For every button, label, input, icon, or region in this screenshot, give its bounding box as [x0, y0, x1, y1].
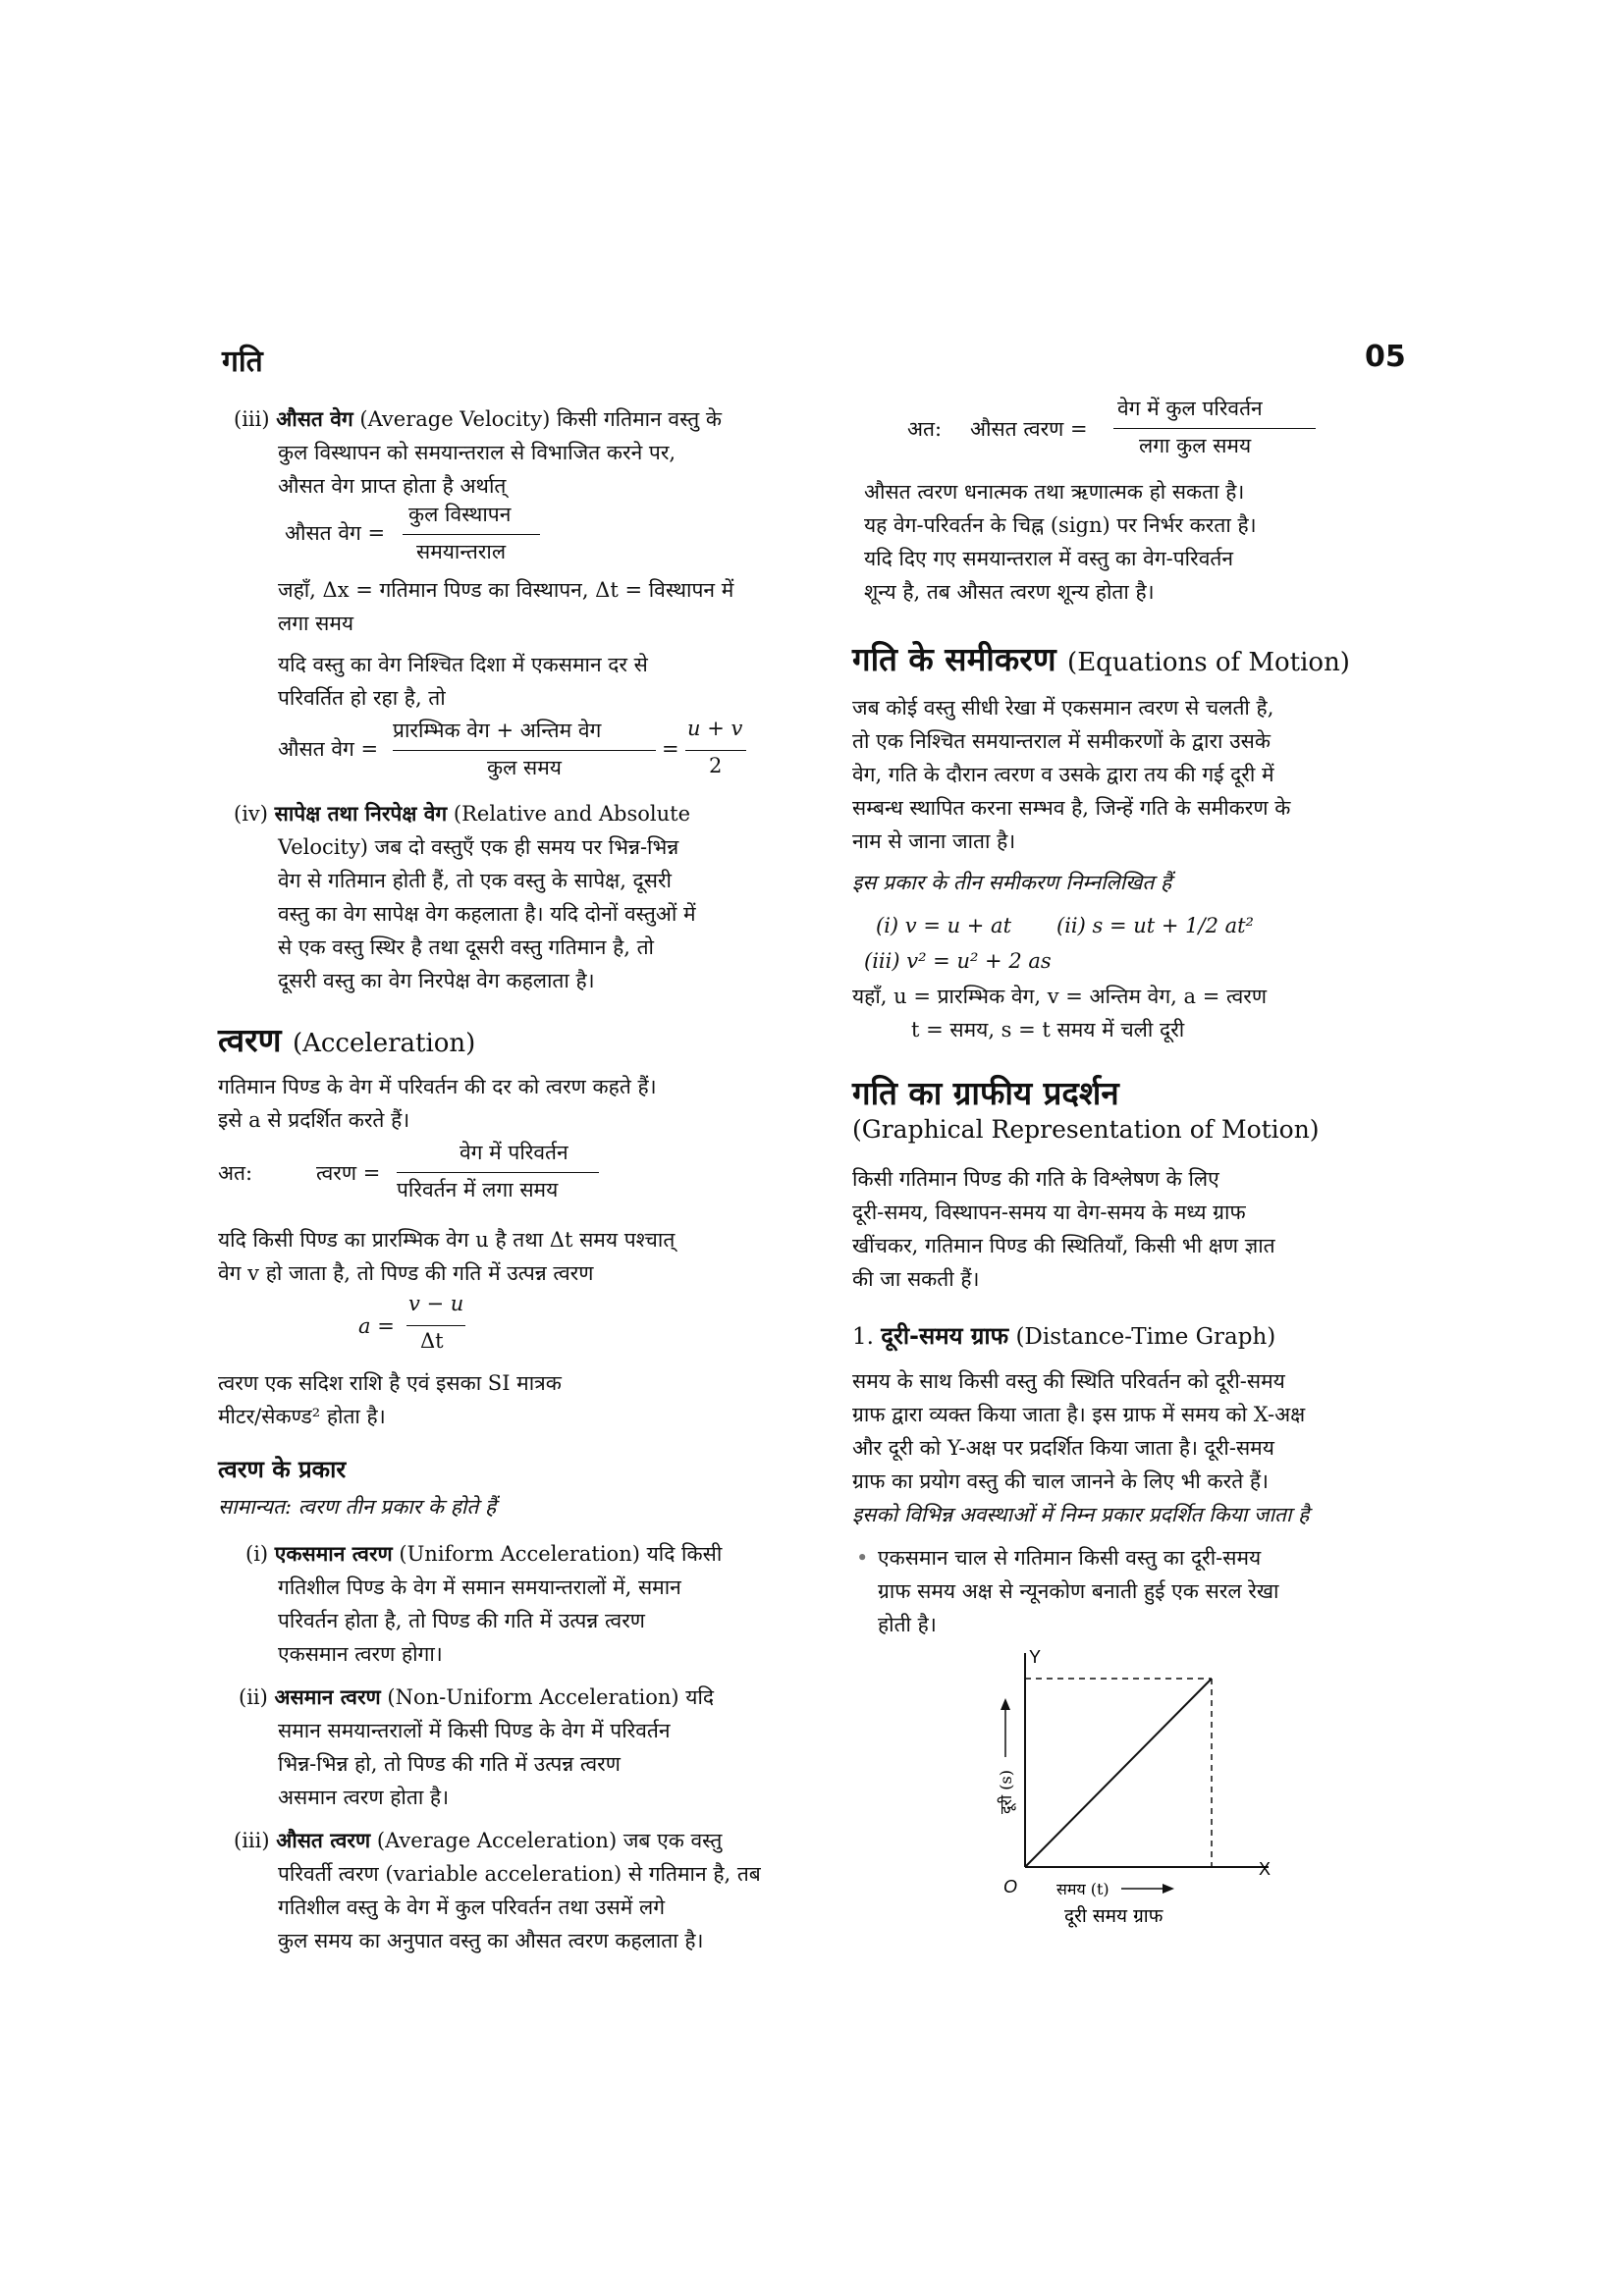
text-line: एकसमान चाल से गतिमान किसी वस्तु का दूरी-समय: [878, 1546, 1262, 1570]
text-line: एकसमान त्वरण होगा।: [278, 1642, 443, 1666]
distance-time-line: [1025, 1679, 1212, 1867]
text-line: वेग से गतिमान होती हैं, तो एक वस्तु के सापेक्ष, दूसरी: [278, 869, 672, 892]
numerator: v − u: [408, 1292, 464, 1315]
text-line: गतिमान पिण्ड के वेग में परिवर्तन की दर को त्वरण कहते हैं।: [218, 1075, 657, 1098]
term-english: (Non-Uniform Acceleration): [387, 1685, 679, 1709]
figure-caption: दूरी समय ग्राफ: [1064, 1905, 1163, 1927]
denominator: समयान्तराल: [416, 540, 507, 563]
section-heading-graphical-english: (Graphical Representation of Motion): [852, 1115, 1320, 1144]
text-line: इसे a से प्रदर्शित करते हैं।: [218, 1108, 410, 1132]
text-line: Velocity) जब दो वस्तुएँ एक ही समय पर भिन्न-भिन्न: [278, 835, 679, 859]
text: जब एक वस्तु: [622, 1829, 723, 1852]
text-line: त्वरण एक सदिश राशि है एवं इसका SI मात्रक: [218, 1371, 562, 1395]
text-line: समय के साथ किसी वस्तु की स्थिति परिवर्तन को दूरी-समय: [852, 1369, 1285, 1393]
text-line: सामान्यत: त्वरण तीन प्रकार के होते हैं: [218, 1495, 497, 1519]
numerator: प्रारम्भिक वेग + अन्तिम वेग: [393, 719, 602, 742]
item-label: (iii): [234, 407, 270, 431]
x-quantity-label: समय (t): [1056, 1880, 1109, 1898]
text-line: ग्राफ का प्रयोग वस्तु की चाल जानने के लिए भी करते हैं।: [852, 1469, 1270, 1493]
formula-lhs: औसत वेग =: [285, 521, 386, 545]
text: यदि: [685, 1685, 715, 1709]
text-line: यदि वस्तु का वेग निश्चित दिशा में एकसमान दर से: [278, 653, 648, 676]
formula-prefix: अत:: [907, 417, 943, 441]
text-line: परिवर्तित हो रहा है, तो: [278, 686, 446, 710]
term-english: (Uniform Acceleration): [399, 1542, 640, 1566]
text-line: जहाँ, Δx = गतिमान पिण्ड का विस्थापन, Δt = विस्थापन में: [278, 578, 734, 602]
formula-lhs: औसत वेग =: [278, 737, 379, 761]
text-line: होती है।: [878, 1613, 937, 1636]
denominator: 2: [709, 754, 723, 777]
fraction-bar: [397, 1172, 599, 1173]
y-quantity-label: दूरी (s): [997, 1770, 1015, 1814]
text: यदि किसी: [646, 1542, 723, 1566]
text-line: असमान त्वरण होता है।: [278, 1786, 450, 1809]
non-uniform-acceleration-paragraph: [239, 1681, 714, 1714]
section-heading-graphical: गति का ग्राफीय प्रदर्शन: [852, 1074, 1119, 1112]
formula-lhs: औसत त्वरण =: [970, 417, 1088, 441]
y-arrow-head: [1001, 1698, 1010, 1710]
text-line: दूरी-समय, विस्थापन-समय या वेग-समय के मध्य ग्राफ: [852, 1201, 1246, 1224]
text-line: इस प्रकार के तीन समीकरण निम्नलिखित हैं: [852, 871, 1172, 894]
text-line: यदि दिए गए समयान्तराल में वस्तु का वेग-परिवर्तन: [864, 547, 1234, 570]
formula-lhs: a =: [358, 1314, 395, 1338]
text: किसी गतिमान वस्तु के: [556, 407, 723, 431]
subheading-distance-time: [852, 1319, 1275, 1352]
text-line: परिवर्ती त्वरण (variable acceleration) से गतिमान है, तब: [278, 1862, 761, 1886]
numerator: वेग में परिवर्तन: [460, 1141, 568, 1164]
section-heading-acceleration: [218, 1017, 475, 1061]
item-label: (iv): [234, 802, 268, 826]
text-line: औसत वेग प्राप्त होता है अर्थात्: [278, 474, 507, 498]
equals-sign: =: [662, 737, 679, 761]
text-line: यह वेग-परिवर्तन के चिह्न (sign) पर निर्भर करता है।: [864, 513, 1257, 537]
y-axis-label: Y: [1029, 1647, 1042, 1667]
text-line: गतिशील वस्तु के वेग में कुल परिवर्तन तथा उसमें लगे: [278, 1896, 666, 1919]
term: औसत त्वरण: [276, 1828, 371, 1852]
uniform-acceleration-paragraph: [245, 1537, 722, 1571]
average-acceleration-paragraph: [234, 1824, 722, 1857]
heading-english: (Acceleration): [292, 1029, 476, 1058]
text-line: सम्बन्ध स्थापित करना सम्भव है, जिन्हें गति के समीकरण के: [852, 796, 1291, 820]
denominator: Δt: [420, 1329, 444, 1353]
text-line: किसी गतिमान पिण्ड की गति के विश्लेषण के लिए: [852, 1167, 1219, 1191]
subheading-hindi: दूरी-समय ग्राफ: [881, 1322, 1009, 1350]
text-line: से एक वस्तु स्थिर है तथा दूसरी वस्तु गतिमान है, तो: [278, 935, 654, 959]
term: औसत वेग: [276, 406, 353, 431]
denominator: परिवर्तन में लगा समय: [397, 1178, 559, 1201]
heading-english: (Equations of Motion): [1067, 648, 1350, 677]
text-line: इसको विभिन्न अवस्थाओं में निम्न प्रकार प्रदर्शित किया जाता है: [852, 1503, 1310, 1526]
origin-label: O: [1003, 1877, 1018, 1896]
numerator: वेग में कुल परिवर्तन: [1117, 397, 1263, 420]
text-line: वस्तु का वेग सापेक्ष वेग कहलाता है। यदि दोनों वस्तुओं में: [278, 902, 696, 926]
text-line: खींचकर, गतिमान पिण्ड की स्थितियाँ, किसी भी क्षण ज्ञात: [852, 1234, 1275, 1257]
item-label: (ii): [239, 1685, 268, 1709]
equation-3: (iii) v² = u² + 2 as: [864, 949, 1052, 973]
page-number: 05: [1365, 340, 1406, 374]
fraction-bar: [393, 750, 656, 751]
text-line: मीटर/सेकण्ड² होता है।: [218, 1405, 386, 1428]
numerator: u + v: [687, 717, 743, 740]
text-line: समान समयान्तरालों में किसी पिण्ड के वेग में परिवर्तन: [278, 1719, 671, 1742]
fraction-bar: [685, 750, 746, 751]
equation-2: (ii) s = ut + 1/2 at²: [1056, 914, 1254, 937]
text-line: जब कोई वस्तु सीधी रेखा में एकसमान त्वरण से चलती है,: [852, 696, 1274, 720]
term: सापेक्ष तथा निरपेक्ष वेग: [274, 801, 448, 826]
fraction-bar: [406, 1325, 465, 1326]
text-line: ग्राफ समय अक्ष से न्यूनकोण बनाती हुई एक सरल रेखा: [878, 1579, 1279, 1603]
heading-hindi: गति के समीकरण: [852, 640, 1056, 678]
denominator: लगा कुल समय: [1139, 434, 1252, 457]
item-label: (i): [245, 1542, 269, 1566]
x-arrow-head: [1163, 1884, 1174, 1894]
text-line: दूसरी वस्तु का वेग निरपेक्ष वेग कहलाता है।: [278, 969, 595, 992]
subheading-number: 1.: [852, 1324, 874, 1350]
text-line: यदि किसी पिण्ड का प्रारम्भिक वेग u है तथा Δt समय पश्चात्: [218, 1228, 676, 1252]
term-english: (Average Acceleration): [376, 1829, 618, 1852]
text-line: शून्य है, तब औसत त्वरण शून्य होता है।: [864, 580, 1155, 604]
formula-prefix: अत:: [218, 1161, 253, 1185]
denominator: कुल समय: [487, 756, 562, 779]
term-english: (Relative and Absolute: [453, 802, 690, 826]
text-line: परिवर्तन होता है, तो पिण्ड की गति में उत्पन्न त्वरण: [278, 1609, 645, 1632]
text-line: और दूरी को Y-अक्ष पर प्रदर्शित किया जाता है। दूरी-समय: [852, 1436, 1274, 1460]
text-line: लगा समय: [278, 612, 354, 635]
item-label: (iii): [234, 1829, 270, 1852]
equation-1: (i) v = u + at: [876, 914, 1012, 937]
text-line: कुल समय का अनुपात वस्तु का औसत त्वरण कहलाता है।: [278, 1929, 704, 1952]
chapter-title: गति: [222, 345, 263, 379]
text-line: तो एक निश्चित समयान्तराल में समीकरणों के द्वारा उसके: [852, 729, 1271, 753]
average-velocity-paragraph: [234, 402, 722, 436]
text-line: भिन्न-भिन्न हो, तो पिण्ड की गति में उत्पन्न त्वरण: [278, 1752, 621, 1776]
text-line: औसत त्वरण धनात्मक तथा ऋणात्मक हो सकता है।: [864, 480, 1245, 504]
term: असमान त्वरण: [274, 1684, 381, 1709]
variables-line: यहाँ, u = प्रारम्भिक वेग, v = अन्तिम वेग, a = त्वरण: [852, 985, 1268, 1008]
bullet: •: [856, 1546, 869, 1570]
formula-lhs: त्वरण =: [316, 1161, 381, 1185]
term-english: (Average Velocity): [359, 407, 551, 431]
subheading-types: त्वरण के प्रकार: [218, 1456, 347, 1483]
variables-line: t = समय, s = t समय में चली दूरी: [911, 1018, 1185, 1041]
term: एकसमान त्वरण: [274, 1541, 393, 1566]
subheading-english: (Distance-Time Graph): [1015, 1324, 1276, 1350]
text-line: वेग, गति के दौरान त्वरण व उसके द्वारा तय की गई दूरी में: [852, 763, 1274, 786]
distance-time-graph: [972, 1639, 1286, 1934]
heading-hindi: त्वरण: [218, 1021, 282, 1059]
text-line: ग्राफ द्वारा व्यक्त किया जाता है। इस ग्राफ में समय को X-अक्ष: [852, 1403, 1306, 1426]
text-line: गतिशील पिण्ड के वेग में समान समयान्तरालों में, समान: [278, 1575, 681, 1599]
relative-velocity-paragraph: [234, 797, 690, 830]
numerator: कुल विस्थापन: [408, 503, 512, 526]
fraction-bar: [403, 534, 540, 535]
text-line: कुल विस्थापन को समयान्तराल से विभाजित करने पर,: [278, 441, 676, 464]
fraction-bar: [1113, 428, 1316, 429]
text-line: नाम से जाना जाता है।: [852, 829, 1016, 853]
text-line: की जा सकती हैं।: [852, 1267, 980, 1291]
x-axis-label: X: [1259, 1859, 1271, 1879]
section-heading-equations: [852, 636, 1350, 680]
text-line: वेग v हो जाता है, तो पिण्ड की गति में उत्पन्न त्वरण: [218, 1261, 594, 1285]
